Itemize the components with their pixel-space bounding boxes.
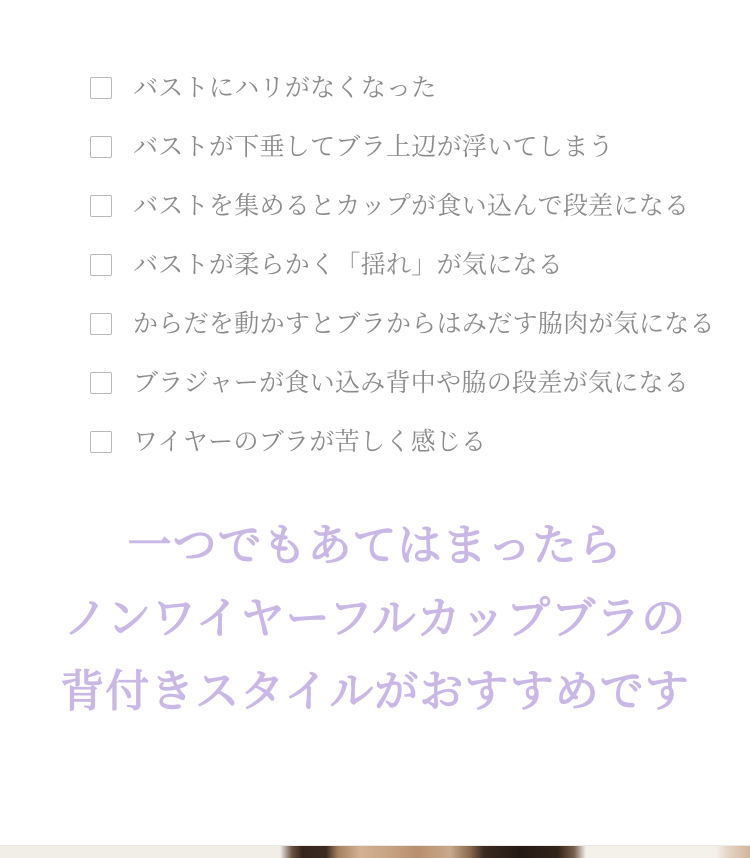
- checklist-item: [90, 253, 750, 277]
- checklist-item: [90, 371, 750, 395]
- checklist-item: [90, 135, 750, 159]
- checklist-item: [90, 76, 750, 100]
- headline-line: ノンワイヤーフルカップブラの: [63, 594, 687, 643]
- checklist-item-label: ワイヤーのブラが苦しく感じる: [133, 428, 487, 456]
- checkbox-icon[interactable]: [90, 431, 112, 453]
- checklist-item: [90, 194, 750, 218]
- checklist-item-label: からだを動かすとブラからはみだす脇肉が気になる: [133, 310, 715, 338]
- checkbox-icon[interactable]: [90, 136, 112, 158]
- checkbox-icon[interactable]: [90, 77, 112, 99]
- checkbox-icon[interactable]: [90, 254, 112, 276]
- checklist-item: [90, 312, 750, 336]
- checklist-item-label: ブラジャーが食い込み背中や脇の段差が気になる: [133, 369, 690, 397]
- checkbox-icon[interactable]: [90, 372, 112, 394]
- checklist-item-label: バストにハリがなくなった: [133, 74, 437, 102]
- checkbox-icon[interactable]: [90, 313, 112, 335]
- headline-line: 背付きスタイルがおすすめです: [60, 667, 690, 716]
- checklist-item-label: バストを集めるとカップが食い込んで段差になる: [133, 192, 690, 220]
- checklist-item: [90, 430, 750, 454]
- recommendation-headline: [0, 509, 750, 728]
- checklist-item-label: バストが柔らかく「揺れ」が気になる: [133, 251, 564, 279]
- checkbox-icon[interactable]: [90, 195, 112, 217]
- checklist-item-label: バストが下垂してブラ上辺が浮いてしまう: [133, 133, 614, 161]
- headline-line: 一つでもあてはまったら: [127, 521, 623, 570]
- product-photo-top-edge: [0, 845, 750, 858]
